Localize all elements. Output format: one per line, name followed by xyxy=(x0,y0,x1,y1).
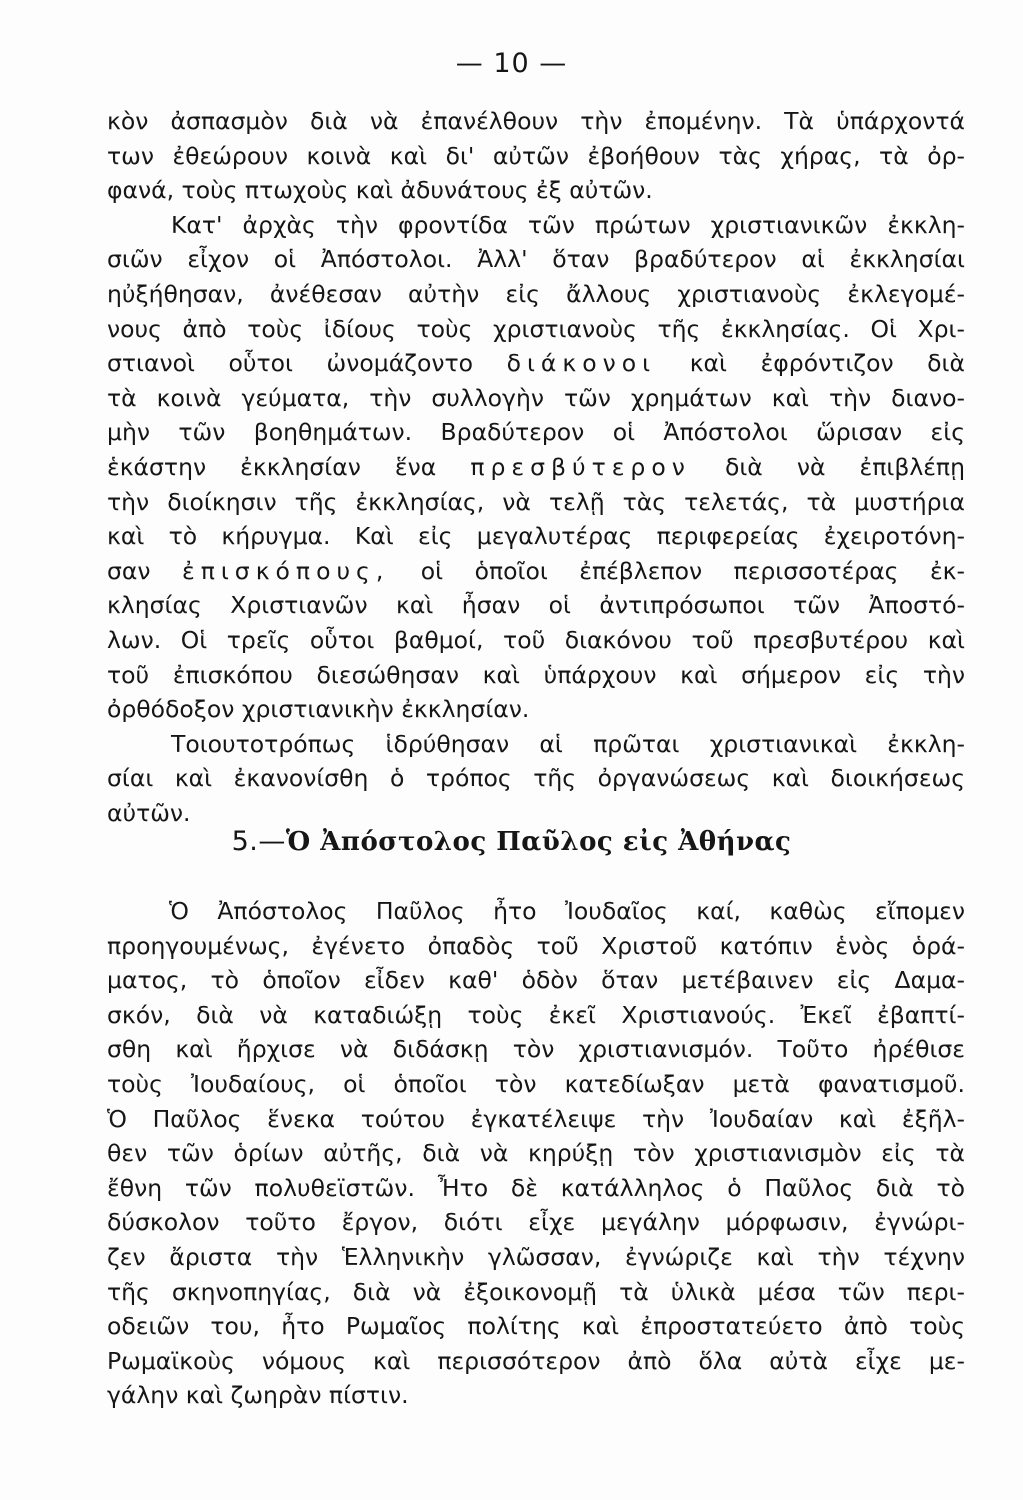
text-line: Τοιουτοτρόπως ἱδρύθησαν αἱ πρῶται χριστιανικαὶ ἐκκλη- xyxy=(171,729,965,758)
text-run: ἑκάστην ἐκκλησίαν ἕνα xyxy=(107,452,437,481)
text-line: ὀρθόδοξον χριστιανικὴν ἐκκλησίαν. xyxy=(107,695,530,724)
text-line: φανά, τοὺς πτωχοὺς καὶ ἀδυνάτους ἐξ αὐτῶν. xyxy=(107,176,653,205)
emphasized-term-diakonoi: διάκονοι xyxy=(506,349,657,378)
text-line: σκόν, διὰ νὰ καταδιώξῃ τοὺς ἐκεῖ Χριστιανούς. Ἐκεῖ ἐβαπτί- xyxy=(107,1000,965,1029)
text-line: γάλην καὶ ζωηρὰν πίστιν. xyxy=(107,1381,409,1410)
text-line: τὴν διοίκησιν τῆς ἐκκλησίας, νὰ τελῇ τὰς τελετάς, τὰ μυστήρια xyxy=(107,487,965,516)
section-heading-number: 5.— xyxy=(231,826,286,857)
text-line: αὐτῶν. xyxy=(107,798,191,827)
text-run: διὰ νὰ ἐπιβλέπῃ xyxy=(724,452,965,481)
text-line: καὶ τὸ κήρυγμα. Καὶ εἰς μεγαλυτέρας περιφερείας ἐχειροτόνη- xyxy=(107,522,965,551)
text-line: οδειῶν του, ἦτο Ρωμαῖος πολίτης καὶ ἐπροστατεύετο ἀπὸ τοὺς xyxy=(107,1312,965,1341)
text-line: μὴν τῶν βοηθημάτων. Βραδύτερον οἱ Ἀπόστολοι ὥρισαν εἰς xyxy=(107,418,965,447)
text-line xyxy=(107,450,965,485)
text-line: Ὁ Ἀπόστολος Παῦλος ἦτο Ἰουδαῖος καί, καθὼς εἴπομεν xyxy=(169,897,965,925)
text-run: καὶ ἐφρόντιζον διὰ xyxy=(689,349,965,378)
text-line: τοῦ ἐπισκόπου διεσώθησαν καὶ ὑπάρχουν καὶ σήμερον εἰς τὴν xyxy=(107,660,965,689)
section-1-text xyxy=(107,104,965,830)
emphasized-term-presbyteron: πρεσβύτερον xyxy=(470,452,691,481)
text-line: θεν τῶν ὁρίων αὐτῆς, διὰ νὰ κηρύξῃ τὸν χριστιανισμὸν εἰς τὰ xyxy=(107,1139,965,1168)
text-run: σαν xyxy=(107,556,151,585)
text-line: τοὺς Ἰουδαίους, οἱ ὁποῖοι τὸν κατεδίωξαν μετὰ φανατισμοῦ. xyxy=(107,1069,965,1098)
section-heading-title: Ὁ Ἀπόστολος Παῦλος εἰς Ἀθήνας xyxy=(285,827,792,857)
section-2-text xyxy=(107,894,965,1413)
text-run: στιανοὶ οὗτοι ὠνομάζοντο xyxy=(107,349,473,378)
text-line: δύσκολον τοῦτο ἔργον, διότι εἶχε μεγάλην μόρφωσιν, ἐγνώρι- xyxy=(107,1208,965,1237)
text-line: νους ἀπὸ τοὺς ἰδίους τοὺς χριστιανοὺς τῆς ἐκκλησίας. Οἱ Χρι- xyxy=(107,314,965,343)
text-line: κὸν ἀσπασμὸν διὰ νὰ ἐπανέλθουν τὴν ἐπομένην. Τὰ ὑπάρχοντά xyxy=(107,107,965,135)
text-line: τῆς σκηνοπηγίας, διὰ νὰ ἐξοικονομῇ τὰ ὑλικὰ μέσα τῶν περι- xyxy=(107,1277,965,1306)
text-line xyxy=(107,346,965,381)
text-line: σίαι καὶ ἐκανονίσθη ὁ τρόπος τῆς ὀργανώσεως καὶ διοικήσεως xyxy=(107,764,965,793)
text-line: σθη καὶ ἤρχισε νὰ διδάσκῃ τὸν χριστιανισμόν. Τοῦτο ἠρέθισε xyxy=(107,1035,965,1064)
text-line: ἔθνη τῶν πολυθεϊστῶν. Ἦτο δὲ κατάλληλος ὁ Παῦλος διὰ τὸ xyxy=(107,1173,965,1202)
text-line: ζεν ἄριστα τὴν Ἑλληνικὴν γλῶσσαν, ἐγνώριζε καὶ τὴν τέχνην xyxy=(107,1242,965,1271)
text-line xyxy=(107,554,965,589)
text-line: Κατ' ἀρχὰς τὴν φροντίδα τῶν πρώτων χριστιανικῶν ἐκκλη- xyxy=(171,210,965,239)
text-line: των ἐθεώρουν κοινὰ καὶ δι' αὐτῶν ἐβοήθουν τὰς χήρας, τὰ ὀρ- xyxy=(107,141,965,170)
text-run: οἱ ὁποῖοι ἐπέβλεπον περισσοτέρας ἐκ- xyxy=(420,556,965,585)
text-line: σιῶν εἶχον οἱ Ἀπόστολοι. Ἀλλ' ὅταν βραδύτερον αἱ ἐκκλησίαι xyxy=(107,245,965,274)
text-line: τὰ κοινὰ γεύματα, τὴν συλλογὴν τῶν χρημάτων καὶ τὴν διανο- xyxy=(107,383,965,412)
text-line: Ρωμαϊκοὺς νόμους καὶ περισσότερον ἀπὸ ὅλα αὐτὰ εἶχε με- xyxy=(107,1346,965,1375)
emphasized-term-episkopous: ἐπισκόπους, xyxy=(182,556,390,585)
text-line: προηγουμένως, ἐγένετο ὀπαδὸς τοῦ Χριστοῦ κατόπιν ἑνὸς ὁρά- xyxy=(107,931,965,960)
text-line: κλησίας Χριστιανῶν καὶ ἦσαν οἱ ἀντιπρόσωποι τῶν Ἀποστό- xyxy=(107,591,965,620)
section-heading xyxy=(0,826,1023,857)
text-line: ηὐξήθησαν, ἀνέθεσαν αὐτὴν εἰς ἄλλους χριστιανοὺς ἐκλεγομέ- xyxy=(107,279,965,308)
text-line: λων. Οἱ τρεῖς οὗτοι βαθμοί, τοῦ διακόνου τοῦ πρεσβυτέρου καὶ xyxy=(107,625,965,654)
page-number: — 10 — xyxy=(455,48,568,79)
text-line: ματος, τὸ ὁποῖον εἶδεν καθ' ὁδὸν ὅταν μετέβαινεν εἰς Δαμα- xyxy=(107,966,965,995)
text-line: Ὁ Παῦλος ἕνεκα τούτου ἐγκατέλειψε τὴν Ἰουδαίαν καὶ ἐξῆλ- xyxy=(107,1104,965,1133)
